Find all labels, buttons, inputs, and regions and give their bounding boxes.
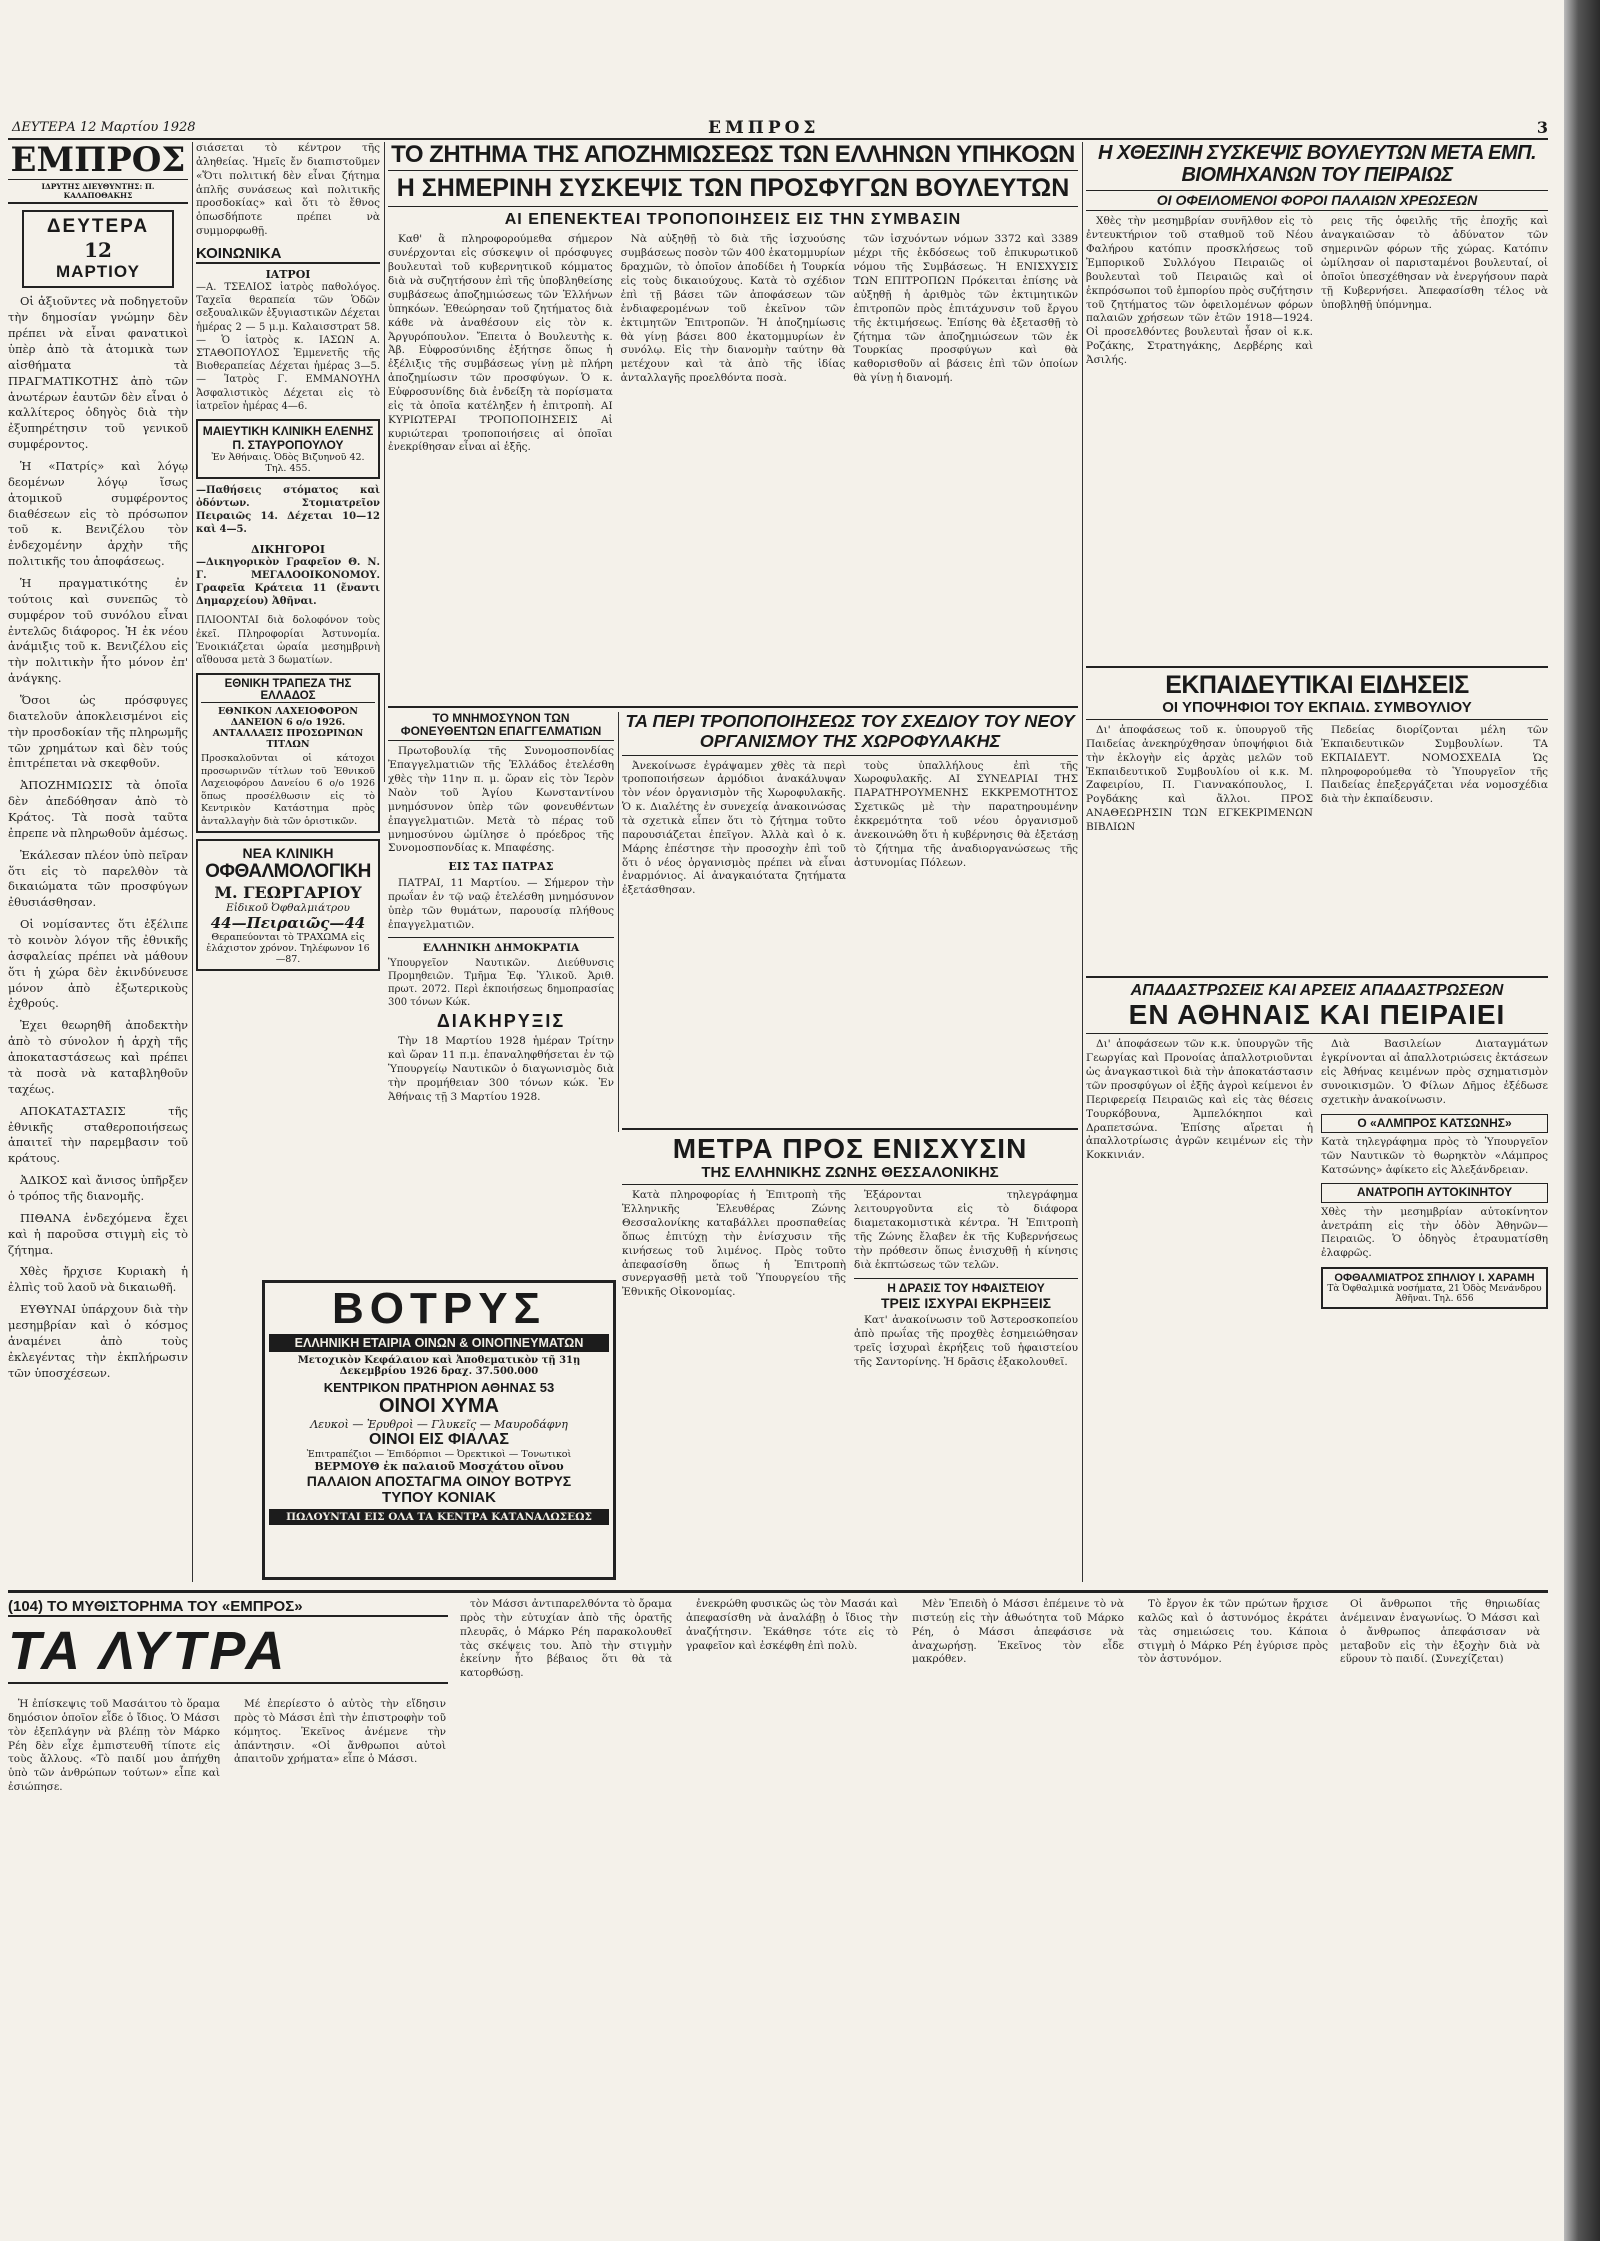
iatroi-text: —Α. ΤΣΕΛΙΟΣ ἰατρὸς παθολόγος. Ταχεῖα θεραπεία τῶν Ὁδῶν σεξουαλικῶν ἐξυγιαστικῶν Δέχεται ἡμέρας 2 — 5 μ.μ. Καλαισστρατ 58. — Ὁ ἰατρὸς κ. ΙΑΣΩΝ Α. ΣΤΑΘΟΠΟΥΛΟΣ Ἐμμενετῆς τῆς Βιοθεραπείας Δέχεται ἡμέρας 3—5. — Ἰατρὸς Γ. ΕΜΜΑΝΟΥΗΛ Ἀσφαλιστικὸς Δέχεται εἰς τὸ ἰατρεῖον ἡμέρας 4—6.	[196, 282, 380, 412]
main-story	[388, 142, 1078, 702]
botrys-cognac: ΠΑΛΑΙΟΝ ΑΠΟΣΤΑΓΜΑ ΟΙΝΟΥ ΒΟΤΡΥΣ	[306, 1473, 572, 1489]
leader-p9: ΑΠΟΚΑΤΑΣΤΑΣΙΣ τῆς ἐθνικῆς σταθεροποιήσεως ἀπαιτεῖ τὴν παρεμβασιν τοῦ κράτους.	[8, 1103, 188, 1166]
gendarmerie-col1: Ἀνεκοίνωσε ἐγράψαμεν χθὲς τὰ περὶ τροποποιήσεων ἀρμόδιοι ἀνακάλυψαν τὸν νέον ὀργανισμὸν τῆς Χωροφυλακῆς. Ὁ κ. Διαλέτης ἐν συνεχείᾳ ἀνακοινώσας τὰ σχετικὰ εἶπεν ὅτι τὸ ζήτημα τοῦτο παρουσιάζεται ἐπεῖγον. Ἀλλὰ καὶ ὁ κ. Μάρης ἐπέστησε τὴν προσοχὴν ἐπὶ τοῦ ὅτι ὁ νέος ὀργανισμὸς πρέπει νὰ εἶναι ἐναρμόνιος. Αἱ ἀναγκαιότατα ζητήματα ἐξετάσθησαν.	[622, 759, 846, 897]
memorial-text: Πρωτοβουλίᾳ τῆς Συνομοσπονδίας Ἐπαγγελματιῶν τῆς Ἑλλάδος ἐτελέσθη χθὲς τὴν 11ην π. μ. ὥραν εἰς τὸν Ἱερὸν Ναὸν τοῦ Ἁγίου Κωνσταντίνου μνημόσυνον ὑπὲρ τῶν φονευθέντων ἐπαγγελματιῶν. Μετὰ τὸ πέρας τοῦ μνημοσύνου ὡμίλησε ὁ πρόεδρος τῆς Συνομοσπονδίας κ. Μπαφέσης.	[388, 745, 614, 855]
eye-clinic-doctor: Μ. ΓΕΩΡΓΑΡΙΟΥ	[214, 883, 362, 903]
botrys-type: ΤΥΠΟΥ ΚΟΝΙΑΚ	[382, 1489, 496, 1506]
warship-text: Κατὰ τηλεγράφημα πρὸς τὸ Ὑπουργεῖον τῶν Ναυτικῶν τὸ θωρηκτὸν «Λάμπρος Κατσώνης» ἀφίκετο εἰς Ἀλεξάνδρειαν.	[1321, 1135, 1548, 1176]
education-subhead: ΟΙ ΥΠΟΨΗΦΙΟΙ ΤΟΥ ΕΚΠΑΙΔ. ΣΥΜΒΟΥΛΙΟΥ	[1086, 700, 1548, 721]
botrys-center: ΚΕΝΤΡΙΚΟΝ ΠΡΑΤΗΡΙΟΝ ΑΘΗΝΑΣ 53	[323, 1380, 555, 1395]
right-story	[1086, 142, 1548, 662]
koinonika-heading: ΚΟΙΝΩΝΙΚΑ	[196, 245, 380, 264]
novel-title: ΤΑ ΛΥΤΡΑ	[8, 1624, 448, 1684]
classified-text: ΠΛΙΟΟΝΤΑΙ διὰ δολοφόνον τοὺς ἐκεῖ. Πληροφορίαι Ἀστυνομία. Ἐνοικιάζεται ὡραία μεσημβρινὴ αἴθουσα μετὰ 3 δωματίων.	[196, 615, 380, 666]
thessaloniki-headline: ΜΕΤΡΑ ΠΡΟΣ ΕΝΙΣΧΥΣΙΝ	[672, 1134, 1028, 1164]
botrys-company: ΕΛΛΗΝΙΚΗ ΕΤΑΙΡΙΑ ΟΙΝΩΝ & ΟΙΝΟΠΝΕΥΜΑΤΩΝ	[269, 1334, 609, 1352]
eye-clinic-big: ΟΦΘΑΛΜΟΛΟΓΙΚΗ	[205, 861, 371, 883]
thessaloniki-subhead: ΤΗΣ ΕΛΛΗΝΙΚΗΣ ΖΩΝΗΣ ΘΕΣΣΑΛΟΝΙΚΗΣ	[622, 1165, 1078, 1186]
novel-col1: Ἡ ἐπίσκεψις τοῦ Μασάιτου τὸ ὅραμα δημόσιον ὁποῖον εἶδε ὁ ἴδιος. Ὁ Μάσσι τὸν ἐξεπλάγην νὰ βλέπῃ τὸν Μάρκο Ρέη δὲν εἶχε ἐμπιστευθῆ τίποτε εἰς τοὺς ἄλλους. «Τὸ παιδί μου ἀπήχθη ὑπὸ τῶν ἀνθρώπων τούτων» εἶπε καὶ ἐσιώπησε.	[8, 1698, 220, 1794]
leader-continuation: σιάσεται τὸ κέντρον τῆς ἀληθείας. Ἡμεῖς ἔν διαπιστοῦμεν «Ὅτι πολιτική δὲν εἶναι ζήτημα ἁπλῆς συνάσεως καὶ πολιτικῆς προσδοκίας» καὶ ὅτι τὸ ἔθνος ὁπωσδήποτε πρέπει νὰ συμμορφωθῇ.	[196, 142, 380, 238]
expropriation-col1: Δι' ἀποφάσεων τῶν κ.κ. ὑπουργῶν τῆς Γεωργίας καὶ Προνοίας ἀπαλλοτριοῦνται ὡς ἀναγκαστικοὶ διὰ τὴν ἀποκατάστασιν τῶν προσφύγων οἱ ἑξῆς ἀγροὶ κείμενοι ἐν Περιφερείᾳ Πειραιῶς καὶ εἰς τὰς θέσεις Τουρκόβουνα, Ἀμπελόκηποι καὶ Δραπετσώνα. Ἐπίσης αἴρεται ἡ ἀπαλλοτρίωσις ἀγρῶν κειμένων εἰς τὴν Κοκκινιάν.	[1086, 1038, 1313, 1162]
serial-novel	[8, 1598, 1548, 2218]
column-rule	[192, 142, 193, 1582]
novel-col4: ἐνεκρώθη φυσικῶς ὡς τὸν Μασάι καὶ ἀπεφασίσθη νὰ ἀναλάβῃ ὁ ἴδιος τὴν ἀναζήτησιν. Ἐκάθησε τότε εἰς τὸ γραφεῖον καὶ ἐσκέφθη ἐπὶ πολὺ.	[686, 1598, 898, 1652]
main-story-col3: τῶν ἰσχυόντων νόμων 3372 καὶ 3389 μέχρι τῆς ἐκδόσεως τοῦ ἐπικυρωτικοῦ νόμου τῆς Συμβάσεως. Ἡ ΕΝΙΣΧΥΣΙΣ ΤΩΝ ΕΠΙΤΡΟΠΩΝ Πρόκειται ἐπίσης νὰ αὐξηθῇ ἡ ἀριθμὸς τῶν ἐκτιμητικῶν ἐπιτροπῶν πρὸς ἐπιτάχυνσιν τοῦ ἔργου τῆς ἐκτιμήσεως. Ἐπίσης θὰ ἐξετασθῇ τὸ ζήτημα τῶν ἀποζημιώσεων τῶν ἐκ Τουρκίας προσφύγων καὶ θὰ καθορισθοῦν αἱ βάσεις ἐπὶ τῶν ὁποίων θὰ γίνῃ ἡ διανομή.	[853, 233, 1078, 385]
bank-subtitle: ΕΘΝΙΚΟΝ ΛΑΧΕΙΟΦΟΡΟΝ ΔΑΝΕΙΟΝ 6 ο/ο 1926. ΑΝΤΑΛΛΑΞΙΣ ΠΡΟΣΩΡΙΝΩΝ ΤΙΤΛΩΝ	[212, 706, 364, 751]
car-headline: ΑΝΑΤΡΟΠΗ ΑΥΤΟΚΙΝΗΤΟΥ	[1321, 1183, 1548, 1202]
section-rule	[388, 706, 1078, 708]
running-head: ΕΜΠΡΟΣ	[708, 118, 820, 138]
main-story-col1: Καθ' ἃ πληροφορούμεθα σήμερον συνέρχονται εἰς σύσκεψιν οἱ πρόσφυγες βουλευταὶ τοῦ κυβερνητικοῦ κόμματος διὰ νὰ συζητήσουν ἐπὶ τῆς ὑποβληθείσης συμβάσεως ἀποζημιώσεως τῶν Ἑλλήνων ὑπηκόων. Ἐθεώρησαν τοῦ ζητήματος διὰ κάθε νὰ ἀναθέσουν εἰς τὸν κ. Ἀργυρόπουλον. Ἔπειτα ὁ Βουλευτὴς κ. Ἀβ. Εὐφροσύνιδης ἐξήτησε ὅπως ἡ ἐξέλιξις τῆς συμβάσεως γίνῃ μὲ πλήρη ἀποζημίωσιν τῶν προσφύγων. Ὁ κ. Εὐφροσυνίδης διὰ ἐνδείξη τὰ πορίσματα εἰς τὰ ὁποῖα κατέληξεν ἡ ἐπιτροπὴ. ΑΙ ΚΥΡΙΩΤΕΡΑΙ ΤΡΟΠΟΠΟΙΗΣΕΙΣ Αἱ κυριώτεραι τροποποιήσεις αἱ ὁποῖαι ἐνεκρίθησαν εἶναι αἱ ἑξῆς.	[388, 233, 613, 454]
ophthalmologist-text: Τὰ Ὀφθαλμικὰ νοσήματα, 21 Ὁδὸς Μενάνδρου Ἀθῆναι. Τηλ. 656	[1327, 1284, 1542, 1305]
botrys-brand: ΒΟΤΡΥΣ	[332, 1284, 546, 1333]
proclamation-heading: ΔΙΑΚΗΡΥΞΙΣ	[436, 1011, 566, 1032]
maternity-clinic-ad	[196, 419, 380, 479]
leader-p2: Ἡ «Πατρίς» καὶ λόγῳ δεομένων λόγῳ ἴσως ἀτομικοῦ συμφέροντος διαθέσεων εἰς τὸ πρόσωπον τοῦ κ. Βενιζέλου τὸν ἐνδεχομένην ἀρχὴν τῆς πολιτικῆς του ἀποφάσεως.	[8, 458, 188, 569]
eye-clinic-text: Θεραπεύονται τὸ ΤΡΑΧΩΜΑ εἰς ἐλάχιστον χρόνον. Τηλέφωνον 16—87.	[206, 932, 370, 966]
novel-col5: Μὲν Ἐπειδὴ ὁ Μάσσι ἐπέμεινε τὸ νὰ πιστεύῃ εἰς τὴν ἀθωότητα τοῦ Μάρκο Ρέη, ὁ Μάσσι ἀπεφάσισε νὰ ἀναχωρήσῃ. Ἐκεῖνος τὸν εἶδε μακρόθεν.	[912, 1598, 1124, 1666]
botrys-wine-ad	[262, 1280, 616, 1580]
ophthalmologist-title: ΟΦΘΑΛΜΙΑΤΡΟΣ ΣΠΗΛΙΟΥ Ι. ΧΑΡΑΜΗ	[1334, 1272, 1535, 1285]
education-col1: Δι' ἀποφάσεως τοῦ κ. ὑπουργοῦ τῆς Παιδείας ἀνεκηρύχθησαν ὑποψήφιοι διὰ τὴν ἐκλογὴν εἰς ἀρχὰς μελῶν τοῦ Ἐκπαιδευτικοῦ Συμβουλίου οἱ κ.κ. Μ. Ζαφειρίου, Π. Γιαννακόπουλος, Ι. Ρογδάκης καὶ ἄλλοι. ΠΡΟΣ ΑΝΑΘΕΩΡΗΣΙΝ ΤΩΝ ΕΓΚΕΚΡΙΜΕΝΩΝ ΒΙΒΛΙΩΝ	[1086, 724, 1313, 834]
dateline: ΔΕΥΤΕΡΑ 12 Μαρτίου 1928	[12, 120, 196, 135]
leader-p3: Ἡ πραγματικότης ἐν τούτοις καὶ συνεπῶς τὸ συμφέρον τοῦ συνόλου εἶναι ἐντελῶς διάφορος. Ἡ ἐκ νέου ἀνάμιξις τοῦ κ. Βενιζέλου εἰς τὴν πολιτικὴν ἦτο μόνον ἐπ' ἀνάγκης.	[8, 576, 188, 686]
education-headline: ΕΚΠΑΙΔΕΥΤΙΚΑΙ ΕΙΔΗΣΕΙΣ	[1165, 672, 1469, 699]
education-col2: Πεδείας διορίζονται μέλη τῶν Ἐκπαιδευτικῶν Συμβουλίων. ΤΑ ΕΚΠΑΙΔΕΥΤ. ΝΟΜΟΣΧΕΔΙΑ Ὡς πληροφορούμεθα τὸ Ὑπουργεῖον τῆς Παιδείας ἐπεξεργάζεται νέα νομοσχέδια διὰ τὴν ἐκπαίδευσιν.	[1321, 724, 1548, 806]
dikigoroi-heading: ΔΙΚΗΓΟΡΟΙ	[250, 542, 326, 556]
right-story-col1: Χθὲς τὴν μεσημβρίαν συνῆλθον εἰς τὸ ἐντευκτήριον τοῦ σταθμοῦ τοῦ Νέου Φαλήρου κατόπιν προσκλήσεως τοῦ Ἐμπορικοῦ Συλλόγου Πειραιῶς οἱ βουλευταὶ τοῦ Πειραιῶς καὶ οἱ ἐκπρόσωποι τοῦ ἐμπορίου πρὸς συζήτησιν τοῦ ζητήματος τῶν ὀφειλομένων φόρων παλαιῶν χρήσεων τῶν ἐτῶν 1918—1924. Οἱ προσελθόντες βουλευταὶ ἦσαν οἱ κ.κ. Ροζάκης, Στρατηγάκης, Δερβέρης καὶ Ἀσιλής.	[1086, 215, 1313, 366]
thessaloniki-col2: Ἐξάρονται τηλεγράφημα λειτουργοῦντα εἰς τὸ διάφορα διαμετακομιστικὰ κέντρα. Ἡ Ἐπιτροπὴ τῆς Ζώνης ἔλαβεν ἐκ τῆς Κυβερνήσεως τὴν πρόθεσιν ὅπως ἐνισχυθῇ ἡ κίνησις διὰ ἐκπτώσεως τῶν τελῶν.	[854, 1189, 1078, 1271]
eye-clinic-specialty: Εἰδικοῦ Ὀφθαλμιάτρου	[226, 902, 350, 915]
warship-headline: Ο «ΑΛΜΠΡΟΣ ΚΑΤΣΩΝΗΣ»	[1321, 1114, 1548, 1133]
memorial-headline: ΤΟ ΜΝΗΜΟΣΥΝΟΝ ΤΩΝ ΦΟΝΕΥΘΕΝΤΩΝ ΕΠΑΓΓΕΛΜΑΤΙΩΝ	[388, 712, 614, 741]
botrys-sold: ΠΩΛΟΥΝΤΑΙ ΕΙΣ ΟΛΑ ΤΑ ΚΕΝΤΡΑ ΚΑΤΑΝΑΛΩΣΕΩΣ	[269, 1509, 609, 1525]
expropriation-subhead: ΕΝ ΑΘΗΝΑΙΣ ΚΑΙ ΠΕΙΡΑΙΕΙ	[1086, 1000, 1548, 1035]
expropriation-headline: ΑΠΑΔΑΣΤΡΩΣΕΙΣ ΚΑΙ ΑΡΣΕΙΣ ΑΠΑΔΑΣΤΡΩΣΕΩΝ	[1130, 982, 1504, 999]
section-rule	[622, 1128, 1078, 1130]
thessaloniki-col1: Κατὰ πληροφορίας ἡ Ἐπιτροπὴ τῆς Ἑλληνικῆς Ἐλευθέρας Ζώνης Θεσσαλονίκης καταβάλλει προσπαθείας ὅπως ἐπιτύχῃ τὴν ἐνίσχυσιν τῆς κινήσεως τοῦ λιμένος. Πρὸς τοῦτο ἀπεφασίσθη ὅπως ἡ Ἐπιτροπὴ συνεργασθῇ μετὰ τοῦ Ὑπουργείου τῆς Ἐθνικῆς Οἰκονομίας.	[622, 1189, 846, 1299]
novel-label: (104) ΤΟ ΜΥΘΙΣΤΟΡΗΜΑ ΤΟΥ «ΕΜΠΡΟΣ»	[8, 1598, 448, 1617]
eye-clinic-address: 44—Πειραιῶς—44	[210, 914, 366, 933]
column-rule	[618, 712, 619, 1132]
memorial-section	[388, 712, 614, 1272]
leader-p10: ἈΔΙΚΟΣ καὶ ἄνισος ὑπῆρξεν ὁ τρόπος τῆς διανομῆς.	[8, 1173, 188, 1203]
proclamation-text: Τὴν 18 Μαρτίου 1928 ἡμέραν Τρίτην καὶ ὥραν 11 π.μ. ἐπαναληφθήσεται ἐν τῷ Ὑπουργείῳ Ναυτικῶν ὁ διαγωνισμὸς διὰ τὴν προμήθειαν 300 τόνων κώκ. Ἐν Ἀθήναις τῇ 3 Μαρτίου 1928.	[388, 1035, 614, 1103]
section-rule	[1086, 666, 1548, 668]
main-story-col2: Νὰ αὐξηθῇ τὸ διὰ τῆς ἰσχυούσης συμβάσεως ποσὸν τῶν 400 ἑκατομμυρίων δραχμῶν, τὸ ὁποῖον ἀποδίδει ἡ Τουρκία εἰς τοὺς δικαιούχους. Κατὰ τὸ σχέδιον ἐπὶ τῇ βάσει τῶν ἀποφάσεων τῶν ἐνδιαφερομένων τοῦ ἐκεῖνον τῶν ἐκτιμητῶν Ἐπιτροπῶν. Ἡ ἀποζημίωσις θὰ γίνῃ βάσει 800 ἑκατομμυρίων ἐν συνόλῳ. Εἰς τὴν διανομὴν ταύτην θὰ μετέχουν καὶ τὰ ἀπὸ τῆς ἰδίας ἀνταλλαγῆς προελθόντα ποσὰ.	[620, 233, 846, 385]
dentist-text: —Παθήσεις στόματος καὶ ὀδόντων. Στομιατρεῖον Πειραιῶς 14. Δέχεται 10—12 καὶ 4—5.	[196, 484, 380, 536]
right-headline: Η ΧΘΕΣΙΝΗ ΣΥΣΚΕΨΙΣ ΒΟΥΛΕΥΤΩΝ ΜΕΤΑ ΕΜΠ. ΒΙΟΜΗΧΑΝΩΝ ΤΟΥ ΠΕΙΡΑΙΩΣ	[1097, 142, 1537, 186]
republic-heading: ΕΛΛΗΝΙΚΗ ΔΗΜΟΚΡΑΤΙΑ	[388, 937, 614, 954]
thessaloniki-section	[622, 1134, 1078, 1574]
national-bank-notice	[196, 673, 380, 833]
novel-col7: Οἱ ἄνθρωποι τῆς θηριωδίας ἀνέμειναν ἐναγωνίως. Ὁ Μάσσι καὶ ὁ ἄνθρωπος ἀπεφάσισαν νὰ μεταβοῦν εἰς τὴν ἐξοχὴν διὰ νὰ εὕρουν τὸ παιδί. (Συνεχίζεται)	[1340, 1598, 1540, 1666]
patras-text: ΠΑΤΡΑΙ, 11 Μαρτίου. — Σήμερον τὴν πρωΐαν ἐν τῷ ναῷ ἐτελέσθη μνημόσυνον ὑπὲρ τῶν θυμάτων, παρουσίᾳ πλήθους ἐπαγγελματιῶν.	[388, 877, 614, 931]
expropriation-section	[1086, 982, 1548, 1582]
main-deck: ΑΙ ΕΠΕΝΕΚΤΕΑΙ ΤΡΟΠΟΠΟΙΗΣΕΙΣ ΕΙΣ ΤΗΝ ΣΥΜΒΑΣΙΝ	[504, 210, 962, 228]
eye-clinic-ad	[196, 839, 380, 971]
botrys-bottles-text: Ἐπιτραπέζιοι — Ἐπιδόρπιοι — Ὀρεκτικοὶ — Τονωτικοὶ	[306, 1449, 572, 1460]
gendarmerie-headline: ΤΑ ΠΕΡΙ ΤΡΟΠΟΠΟΙΗΣΕΩΣ ΤΟΥ ΣΧΕΔΙΟΥ ΤΟΥ ΝΕΟΥ ΟΡΓΑΝΙΣΜΟΥ ΤΗΣ ΧΩΡΟΦΥΛΑΚΗΣ	[622, 712, 1078, 756]
gendarmerie-col2: τοὺς ὑπαλλήλους ἐπὶ τῆς Χωροφυλακῆς. ΑΙ ΣΥΝΕΔΡΙΑΙ ΤΗΣ ΠΑΡΑΤΗΡΟΥΜΕΝΗΣ ΕΚΚΡΕΜΟΤΗΤΟΣ Σχετικῶς μὲ τὴν παρατηρουμένην ἐκκρεμότητα τοῦ νέου ὀργανισμοῦ ἀνεκοινώθη ὅτι ἡ κυβέρνησις θὰ ἐξετάσῃ τὸ ζήτημα τῆς ἀναδιοργανώσεως τῆς ἀστυνομίας Πόλεων.	[854, 759, 1078, 869]
republic-text: Ὑπουργεῖον Ναυτικῶν. Διεύθυνσις Προμηθειῶν. Τμῆμα Ἐφ. Ὑλικοῦ. Ἀριθ. πρωτ. 2072. Περὶ ἐκποιήσεως δημοπρασίας 300 τόνων Κώκ.	[388, 957, 614, 1009]
scan-edge	[1564, 0, 1600, 2241]
date-box	[22, 210, 174, 288]
page-number: 3	[1536, 118, 1548, 137]
novel-col3: τὸν Μάσσι ἀντιπαρελθόντα τὸ ὄραμα πρὸς τὴν εὐτυχίαν ἀπὸ τῆς ὁρατῆς πλευρᾶς, ὁ Μάρκο Ρέη παρακολουθεῖ τὰς σκέψεις του. Ἀπὸ τὴν στιγμὴν ἐκείνην ἦτο βέβαιος ὅτι θὰ τὰ κατορθώσῃ.	[460, 1598, 672, 1680]
section-rule	[1086, 976, 1548, 978]
bank-text: Προσκαλοῦνται οἱ κάτοχοι προσωρινῶν τίτλων τοῦ Ἐθνικοῦ Λαχειοφόρου Δανείου 6 ο/ο 1926 ὅπως προσέλθωσιν εἰς τὸ Κεντρικὸν Κατάστημα πρὸς ἀνταλλαγὴν διὰ τῶν ὁριστικῶν.	[201, 753, 375, 827]
botrys-bottles: ΟΙΝΟΙ ΕΙΣ ΦΙΑΛΑΣ	[369, 1431, 509, 1448]
leader-column	[8, 142, 188, 1582]
leader-p11: ΠΙΘΑΝΑ ἐνδεχόμενα ἔχει καὶ ἡ παροῦσα στιγμὴ εἰς τὸ ζήτημα.	[8, 1210, 188, 1257]
leader-p6: Ἐκάλεσαν πλέον ὑπὸ πεῖραν ὅτι εἰς τὸ παρελθὸν τὰ δικαιώματα τῶν προσφύγων ἐθυσιάσθησαν.	[8, 847, 188, 910]
maternity-clinic-title: ΜΑΙΕΥΤΙΚΗ ΚΛΙΝΙΚΗ ΕΛΕΝΗΣ Π. ΣΤΑΥΡΟΠΟΥΛΟΥ	[202, 423, 374, 452]
novel-col6: Τὸ ἔργον ἐκ τῶν πρώτων ἤρχισε καλῶς καὶ ὁ ἀστυνόμος ἐκράτει τὰς σημειώσεις του. Κάποια στιγμὴ ὁ Μάρκο Ρέη ἐγύρισε πρὸς τὸν ἀστυνόμον.	[1138, 1598, 1328, 1666]
bank-title: ΕΘΝΙΚΗ ΤΡΑΠΕΖΑ ΤΗΣ ΕΛΛΑΔΟΣ	[201, 678, 375, 703]
gendarmerie-section	[622, 712, 1078, 1122]
main-headline: ΤΟ ΖΗΤΗΜΑ ΤΗΣ ΑΠΟΖΗΜΙΩΣΕΩΣ ΤΩΝ ΕΛΛΗΝΩΝ ΥΠΗΚΟΩΝ	[388, 142, 1078, 171]
education-section	[1086, 672, 1548, 972]
volcano-subhead: ΤΡΕΙΣ ΙΣΧΥΡΑΙ ΕΚΡΗΞΕΙΣ	[880, 1294, 1052, 1311]
iatroi-heading: ΙΑΤΡΟΙ	[265, 268, 311, 282]
director-line: ΙΔΡΥΤΗΣ ΔΙΕΥΘΥΝΤΗΣ: Π. ΚΑΛΑΠΟΘΑΚΗΣ	[8, 180, 188, 204]
date-day: ΔΕΥΤΕΡΑ	[46, 216, 150, 238]
maternity-clinic-text: Ἐν Ἀθήναις. Ὁδὸς Βιζυηνοῦ 42. Τηλ. 455.	[211, 451, 365, 474]
dateline-bar	[8, 118, 1548, 140]
expropriation-col2: Διὰ Βασιλείων Διαταγμάτων ἐγκρίνονται αἱ ἀπαλλοτριώσεις ἐκτάσεων εἰς Ἀθήνας κειμένων πρὸς σχηματισμὸν συνοικισμῶν. Ὁ Φίλων Δῆμος ἐξέδωσε σχετικὴν ἀνακοίνωσιν.	[1321, 1038, 1548, 1106]
column-rule	[384, 142, 385, 782]
right-story-col2: ρεις τῆς ὀφειλῆς τῆς ἐποχῆς καὶ ἀναγκαιῶσαν τὸ ἀδύνατον τῶν σημερινῶν φόρων τῆς χώρας. Κατόπιν ὡμίλησαν οἱ παρισταμένοι βουλευταί, οἱ ὁποῖοι ὑπεσχέθησαν νὰ ἐνεργήσουν παρὰ τῇ Κυβερνήσει. Ἀπεφασίσθη τέλος νὰ ὑποβληθῇ ὑπόμνημα.	[1321, 215, 1548, 311]
leader-p13: ΕΥΘΥΝΑΙ ὑπάρχουν διὰ τὴν μεσημβρίαν καὶ ὁ κόσμος ἀναμένει ἀπὸ τοὺς ἐκλεγέντας τὴν ἐκπλήρωσιν τῶν ὑποσχέσεων.	[8, 1302, 188, 1380]
section-rule	[8, 1590, 1548, 1593]
botrys-vermouth: ΒΕΡΜΟΥΘ ἐκ παλαιοῦ Μοσχάτου οἴνου	[314, 1460, 564, 1473]
column-rule	[1082, 142, 1083, 1582]
date-month: ΜΑΡΤΙΟΥ	[56, 262, 140, 282]
dikigoroi-text: —Δικηγορικὸν Γραφεῖον Θ. Ν. Γ. ΜΕΓΑΛΟΟΙΚΟΝΟΜΟΥ. Γραφεῖα Κράτεια 11 (ἔναντι Δημαρχείου) Ἀθῆναι.	[196, 556, 380, 608]
leader-p12: Χθὲς ἤρχισε Κυριακὴ ἡ ἐλπὶς τοῦ λαοῦ νὰ δικαιωθῆ.	[8, 1264, 188, 1295]
eye-clinic-title: ΝΕΑ ΚΛΙΝΙΚΗ	[242, 845, 334, 862]
leader-p5: ἈΠΟΖΗΜΙΩΣΙΣ τὰ ὁποῖα δὲν ἀπεδόθησαν ἀπὸ τὸ Κράτος. Τὰ ποσὰ ταῦτα ἐπρεπε νὰ πληρωθοῦν ἀμέσως.	[8, 778, 188, 840]
main-subhead: Η ΣΗΜΕΡΙΝΗ ΣΥΣΚΕΨΙΣ ΤΩΝ ΠΡΟΣΦΥΓΩΝ ΒΟΥΛΕΥΤΩΝ	[388, 175, 1078, 207]
leader-article	[8, 294, 188, 1381]
botrys-wine-types: Λευκοὶ — Ἐρυθροὶ — Γλυκεῖς — Μαυροδάφνη	[310, 1418, 568, 1431]
volcano-headline: Η ΔΡΑΣΙΣ ΤΟΥ ΗΦΑΙΣΤΕΙΟΥ	[854, 1278, 1078, 1295]
volcano-text: Κατ' ἀνακοίνωσιν τοῦ Ἀστεροσκοπείου ἀπὸ πρωΐας τῆς προχθὲς ἐσημειώθησαν τρεῖς ἰσχυραὶ ἐκρήξεις τοῦ ἡφαιστείου τῆς Σαντορίνης. Ἡ δρᾶσις ἐξακολουθεῖ.	[854, 1314, 1078, 1368]
date-number: 12	[84, 238, 112, 263]
novel-col2: Μέ ἐπερίεστο ὁ αὐτὸς τὴν εἴδησιν πρὸς τὸ Μάσσι ἐπὶ τὴν ἐπιστροφὴν τοῦ κόμητος. Ἐκεῖνος ἀνέμενε τὴν ἀπάντησιν. «Οἱ ἄνθρωποι αὐτοὶ ἀπαιτοῦν χρήματα» εἶπε ὁ Μάσσι.	[234, 1698, 446, 1766]
car-text: Χθὲς τὴν μεσημβρίαν αὐτοκίνητον ἀνετράπη εἰς τὴν ὁδὸν Ἀθηνῶν—Πειραιῶς. Ὁ ὁδηγὸς ἐτραυματίσθη ἐλαφρῶς.	[1321, 1205, 1548, 1260]
masthead-logo: ΕΜΠΡΟΣ	[8, 142, 188, 180]
botrys-wine: ΟΙΝΟΙ ΧΥΜΑ	[378, 1395, 499, 1417]
leader-p7: Οἱ νομίσαντες ὅτι ἐξέλιπε τὸ κοινὸν λόγον τῆς ἐθνικῆς ἀσφαλείας πρέπει νὰ μάθουν ὅτι ἡ χώρα δὲν ἐκινδύνευσε μόνον ἀπὸ ἐξωτερικοὺς ἐχθρούς.	[8, 917, 188, 1011]
patras-subhead: ΕΙΣ ΤΑΣ ΠΑΤΡΑΣ	[448, 860, 554, 874]
botrys-capital: Μετοχικὸν Κεφάλαιον καὶ Ἀποθεματικὸν τῇ 31ῃ Δεκεμβρίου 1926 δραχ. 37.500.000	[297, 1355, 581, 1377]
leader-p8: Ἐχει θεωρηθῆ ἀποδεκτὴν ἀπὸ τὸ σύνολον ἡ ἀρχὴ τῆς ἀποκαταστάσεως καὶ πρέπει τὰ ποσὰ νὰ καταβληθοῦν ταχέως.	[8, 1018, 188, 1096]
leader-p1: Οἱ ἀξιοῦντες νὰ ποδηγετοῦν τὴν δημοσίαν γνώμην δὲν πρέπει νὰ εἶναι φανατικοὶ ὑπὲρ ἀπὸ τὰ ἀτομικὰ των αἰσθήματα τὰ ΠΡΑΓΜΑΤΙΚΟΤΗΣ ἀπὸ τῶν ἀνωτέρων ἑαυτῶν δὲν εἶναι ὁ καλλίτερος ὁδηγὸς διὰ τὴν ἐξυπηρέτησιν τοῦ γενικοῦ συμφέροντος.	[8, 294, 188, 452]
right-subhead: ΟΙ ΟΦΕΙΛΟΜΕΝΟΙ ΦΟΡΟΙ ΠΑΛΑΙΩΝ ΧΡΕΩΣΕΩΝ	[1086, 190, 1548, 211]
leader-p4: Ὅσοι ὡς πρόσφυγες διατελοῦν ἀποκλεισμένοι εἰς τὴν προσδοκίαν τῆς πληρωμῆς τῶν χρημάτων καὶ δὲν τούς ἐπιτρέπεται νὰ σκεφθοῦν.	[8, 693, 188, 771]
ophthalmologist-ad	[1321, 1267, 1548, 1309]
